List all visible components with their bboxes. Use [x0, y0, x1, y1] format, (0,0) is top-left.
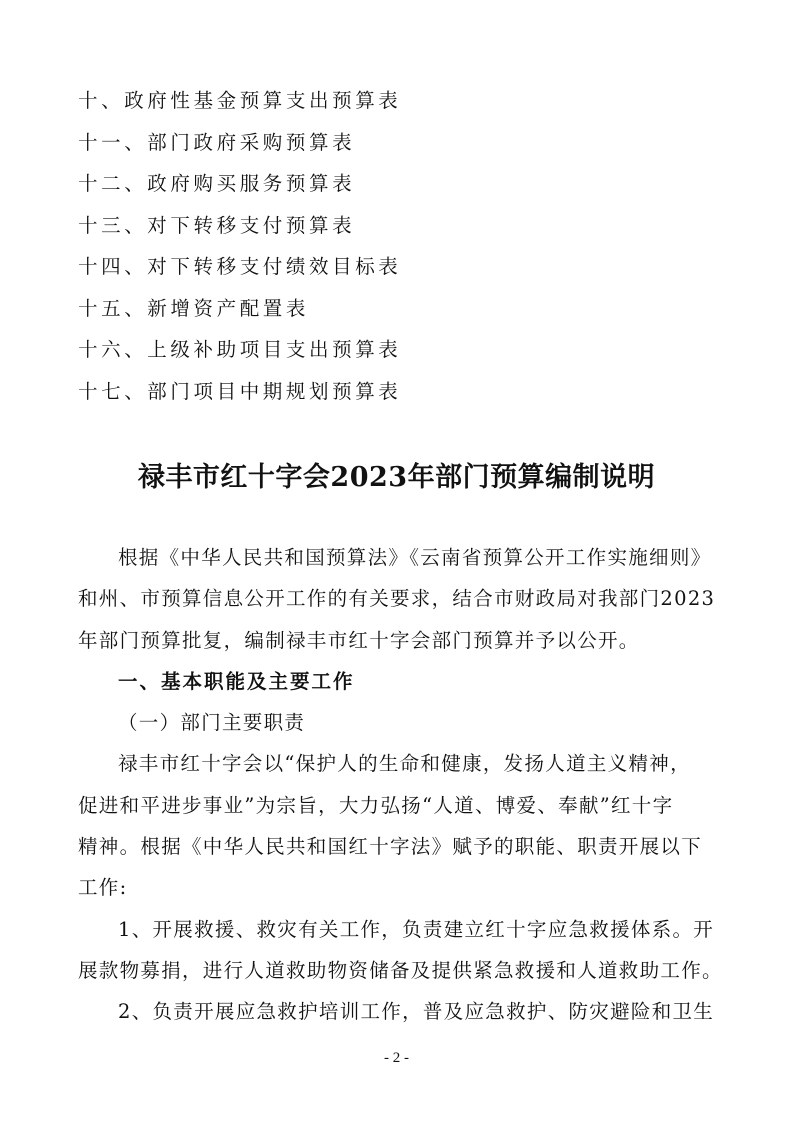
- toc-item: 十、政府性基金预算支出预算表: [78, 89, 402, 112]
- document-title: 禄丰市红十字会2023年部门预算编制说明: [137, 462, 656, 493]
- table-of-contents: [78, 80, 401, 412]
- document-body: [78, 537, 724, 1033]
- toc-item: 十二、政府购买服务预算表: [78, 172, 356, 195]
- paragraph-line: 精神。根据《中华人民共和国红十字法》赋予的职能、职责开展以下: [78, 835, 703, 859]
- page-number: - 2 -: [384, 1050, 409, 1066]
- section-heading: 一、基本职能及主要工作: [118, 669, 355, 693]
- toc-item: 十一、部门政府采购预算表: [78, 130, 356, 154]
- toc-item: 十五、新增资产配置表: [78, 296, 310, 320]
- paragraph-line: 1、开展救援、救灾有关工作，负责建立红十字应急救援体系。开: [118, 917, 715, 941]
- paragraph-line: 年部门预算批复，编制禄丰市红十字会部门预算并予以公开。: [78, 628, 640, 652]
- paragraph-line: 禄丰市红十字会以“保护人的生命和健康，发扬人道主义精神，: [118, 752, 691, 776]
- toc-item: 十三、对下转移支付预算表: [78, 213, 356, 237]
- paragraph-line: 和州、市预算信息公开工作的有关要求，结合市财政局对我部门2023: [78, 587, 716, 611]
- toc-item: 十四、对下转移支付绩效目标表: [78, 255, 402, 278]
- subsection-heading: （一）部门主要职责: [118, 711, 306, 735]
- paragraph-line: 工作:: [78, 876, 128, 900]
- paragraph-line: 展款物募捐，进行人道救助物资储备及提供紧急救援和人道救助工作。: [78, 958, 723, 982]
- paragraph-line: 2、负责开展应急救护培训工作，普及应急救护、防灾避险和卫生: [118, 1000, 715, 1024]
- paragraph-line: 根据《中华人民共和国预算法》《云南省预算公开工作实施细则》: [118, 546, 712, 569]
- toc-item: 十六、上级补助项目支出预算表: [78, 338, 402, 361]
- toc-item: 十七、部门项目中期规划预算表: [78, 379, 402, 403]
- paragraph-line: 促进和平进步事业”为宗旨，大力弘扬“人道、博爱、奉献”红十字: [78, 793, 674, 817]
